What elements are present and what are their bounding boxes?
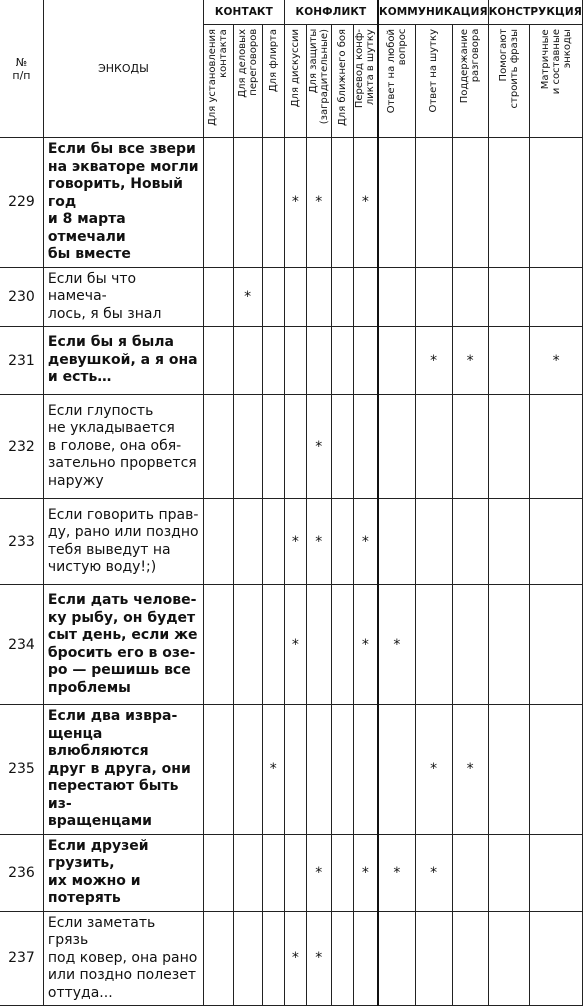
mark-cell: [530, 585, 583, 705]
col-header-phrase-building: [488, 25, 530, 138]
table-row: [0, 499, 583, 585]
mark-cell: *: [415, 705, 452, 835]
mark-cell: [530, 705, 583, 835]
mark-cell: [378, 499, 415, 585]
mark-cell: [203, 138, 233, 268]
col-header-label: Поддержание разговора: [459, 29, 482, 104]
encode-header: ЭНКОДЫ: [43, 0, 203, 138]
mark-cell: [353, 705, 378, 835]
encode-text: Если бы я была девушкой, а я она и есть…: [43, 327, 203, 395]
mark-cell: [284, 327, 306, 395]
mark-cell: [530, 911, 583, 1006]
mark-cell: [262, 585, 284, 705]
mark-cell: [331, 834, 353, 911]
mark-cell: *: [415, 327, 452, 395]
mark-cell: [353, 911, 378, 1006]
mark-cell: [262, 395, 284, 499]
col-header-label: Ответ на шутку: [428, 29, 440, 113]
col-header-label: Перевод конф- ликта в шутку: [354, 29, 377, 109]
mark-cell: [262, 138, 284, 268]
mark-cell: [306, 267, 331, 327]
mark-cell: *: [306, 499, 331, 585]
mark-cell: [203, 327, 233, 395]
encode-text: Если глупость не укладывается в голове, она обя- зательно прорвется наружу: [43, 395, 203, 499]
mark-cell: [233, 834, 262, 911]
mark-cell: [203, 911, 233, 1006]
mark-cell: [233, 327, 262, 395]
mark-cell: [233, 138, 262, 268]
encode-text: Если заметать грязь под ковер, она рано или поздно полезет оттуда...: [43, 911, 203, 1006]
mark-cell: *: [353, 834, 378, 911]
mark-cell: *: [452, 327, 488, 395]
row-number: 236: [0, 834, 43, 911]
mark-cell: [233, 585, 262, 705]
col-header-label: Для ближнего боя: [336, 29, 348, 127]
encode-text: Если бы все звери на экваторе могли говорить, Новый год и 8 марта отмечали бы вместе: [43, 138, 203, 268]
mark-cell: [452, 138, 488, 268]
mark-cell: [331, 395, 353, 499]
table-row: [0, 911, 583, 1006]
mark-cell: [284, 834, 306, 911]
mark-cell: [203, 585, 233, 705]
group-communication-header: КОММУНИКАЦИЯ: [378, 0, 488, 25]
col-header-label: Помогают строить фразы: [497, 29, 520, 109]
table-body: [0, 138, 583, 1006]
encode-text: Если говорить прав- ду, рано или поздно тебя выведут на чистую воду!;): [43, 499, 203, 585]
row-number: 229: [0, 138, 43, 268]
col-header-any-question: [378, 25, 415, 138]
col-header-joke-answer: [415, 25, 452, 138]
mark-cell: [530, 395, 583, 499]
row-number: 234: [0, 585, 43, 705]
mark-cell: [233, 395, 262, 499]
mark-cell: *: [378, 585, 415, 705]
mark-cell: [262, 911, 284, 1006]
mark-cell: [488, 267, 530, 327]
mark-cell: [331, 267, 353, 327]
encode-text: Если дать челове- ку рыбу, он будет сыт день, если же бросить его в озе- ро — решишь все проблемы: [43, 585, 203, 705]
mark-cell: *: [306, 834, 331, 911]
mark-cell: *: [284, 585, 306, 705]
mark-cell: *: [306, 395, 331, 499]
mark-cell: [262, 834, 284, 911]
mark-cell: [452, 585, 488, 705]
col-header-label: Для флирта: [267, 29, 279, 93]
row-number: 232: [0, 395, 43, 499]
col-header-flirt: [262, 25, 284, 138]
mark-cell: [284, 267, 306, 327]
mark-cell: [488, 705, 530, 835]
mark-cell: [233, 705, 262, 835]
mark-cell: [530, 267, 583, 327]
group-contact-header: КОНТАКТ: [203, 0, 284, 25]
mark-cell: *: [530, 327, 583, 395]
mark-cell: [203, 395, 233, 499]
mark-cell: [284, 705, 306, 835]
mark-cell: [378, 327, 415, 395]
mark-cell: [488, 834, 530, 911]
table-row: [0, 395, 583, 499]
row-number: 233: [0, 499, 43, 585]
col-header-label: Для защиты (заградительные): [307, 29, 330, 125]
mark-cell: [203, 705, 233, 835]
mark-cell: [452, 911, 488, 1006]
mark-cell: [331, 138, 353, 268]
mark-cell: [331, 585, 353, 705]
mark-cell: [262, 267, 284, 327]
mark-cell: [415, 138, 452, 268]
mark-cell: [331, 327, 353, 395]
col-header-matrix: [530, 25, 583, 138]
mark-cell: *: [452, 705, 488, 835]
group-conflict-header: КОНФЛИКТ: [284, 0, 378, 25]
col-header-defense: [306, 25, 331, 138]
mark-cell: [203, 267, 233, 327]
mark-cell: [353, 267, 378, 327]
mark-cell: [262, 327, 284, 395]
mark-cell: [415, 585, 452, 705]
encode-text: Если два извра- щенца влюбляются друг в друга, они перестают быть из- вращенцами: [43, 705, 203, 835]
mark-cell: [488, 395, 530, 499]
mark-cell: [488, 499, 530, 585]
col-header-close-combat: [331, 25, 353, 138]
mark-cell: [488, 327, 530, 395]
row-number: 230: [0, 267, 43, 327]
col-header-contact-establish: [203, 25, 233, 138]
encode-text: Если друзей грузить, их можно и потерять: [43, 834, 203, 911]
table-row: [0, 705, 583, 835]
mark-cell: [306, 327, 331, 395]
mark-cell: [306, 705, 331, 835]
number-header: № п/п: [0, 0, 43, 138]
mark-cell: [452, 834, 488, 911]
col-header-label: Для установления контакта: [207, 29, 230, 126]
mark-cell: *: [306, 911, 331, 1006]
col-header-discussion: [284, 25, 306, 138]
mark-cell: *: [378, 834, 415, 911]
mark-cell: *: [284, 499, 306, 585]
mark-cell: [452, 395, 488, 499]
table-row: [0, 327, 583, 395]
mark-cell: [353, 395, 378, 499]
mark-cell: *: [233, 267, 262, 327]
mark-cell: [284, 395, 306, 499]
col-header-label: Матричные и составные энкоды: [539, 29, 573, 95]
mark-cell: [331, 499, 353, 585]
group-construction-header: КОНСТРУКЦИЯ: [488, 0, 582, 25]
mark-cell: [415, 395, 452, 499]
mark-cell: *: [415, 834, 452, 911]
mark-cell: [262, 499, 284, 585]
mark-cell: [488, 911, 530, 1006]
mark-cell: [530, 138, 583, 268]
col-header-label: Ответ на любой вопрос: [385, 29, 408, 114]
col-header-label: Для деловых переговоров: [236, 29, 259, 98]
mark-cell: [415, 911, 452, 1006]
mark-cell: *: [262, 705, 284, 835]
mark-cell: *: [353, 585, 378, 705]
mark-cell: *: [284, 138, 306, 268]
mark-cell: *: [306, 138, 331, 268]
encode-text: Если бы что намеча- лось, я бы знал: [43, 267, 203, 327]
mark-cell: [331, 911, 353, 1006]
mark-cell: [488, 585, 530, 705]
col-header-conversation: [452, 25, 488, 138]
col-header-conflict-joke: [353, 25, 378, 138]
mark-cell: [530, 499, 583, 585]
mark-cell: *: [353, 499, 378, 585]
mark-cell: [203, 834, 233, 911]
mark-cell: [378, 705, 415, 835]
mark-cell: [452, 267, 488, 327]
mark-cell: [306, 585, 331, 705]
mark-cell: [530, 834, 583, 911]
mark-cell: *: [353, 138, 378, 268]
col-header-label: Для дискуссии: [289, 29, 301, 108]
table-row: [0, 267, 583, 327]
group-header-row: [0, 0, 583, 25]
mark-cell: [233, 499, 262, 585]
mark-cell: [415, 499, 452, 585]
table-row: [0, 585, 583, 705]
mark-cell: [233, 911, 262, 1006]
mark-cell: [378, 138, 415, 268]
mark-cell: [331, 705, 353, 835]
mark-cell: [452, 499, 488, 585]
row-number: 237: [0, 911, 43, 1006]
mark-cell: [353, 327, 378, 395]
mark-cell: [488, 138, 530, 268]
mark-cell: [378, 911, 415, 1006]
row-number: 231: [0, 327, 43, 395]
mark-cell: *: [284, 911, 306, 1006]
mark-cell: [378, 395, 415, 499]
table-row: [0, 138, 583, 268]
mark-cell: [378, 267, 415, 327]
mark-cell: [203, 499, 233, 585]
table-row: [0, 834, 583, 911]
mark-cell: [415, 267, 452, 327]
row-number: 235: [0, 705, 43, 835]
col-header-business: [233, 25, 262, 138]
